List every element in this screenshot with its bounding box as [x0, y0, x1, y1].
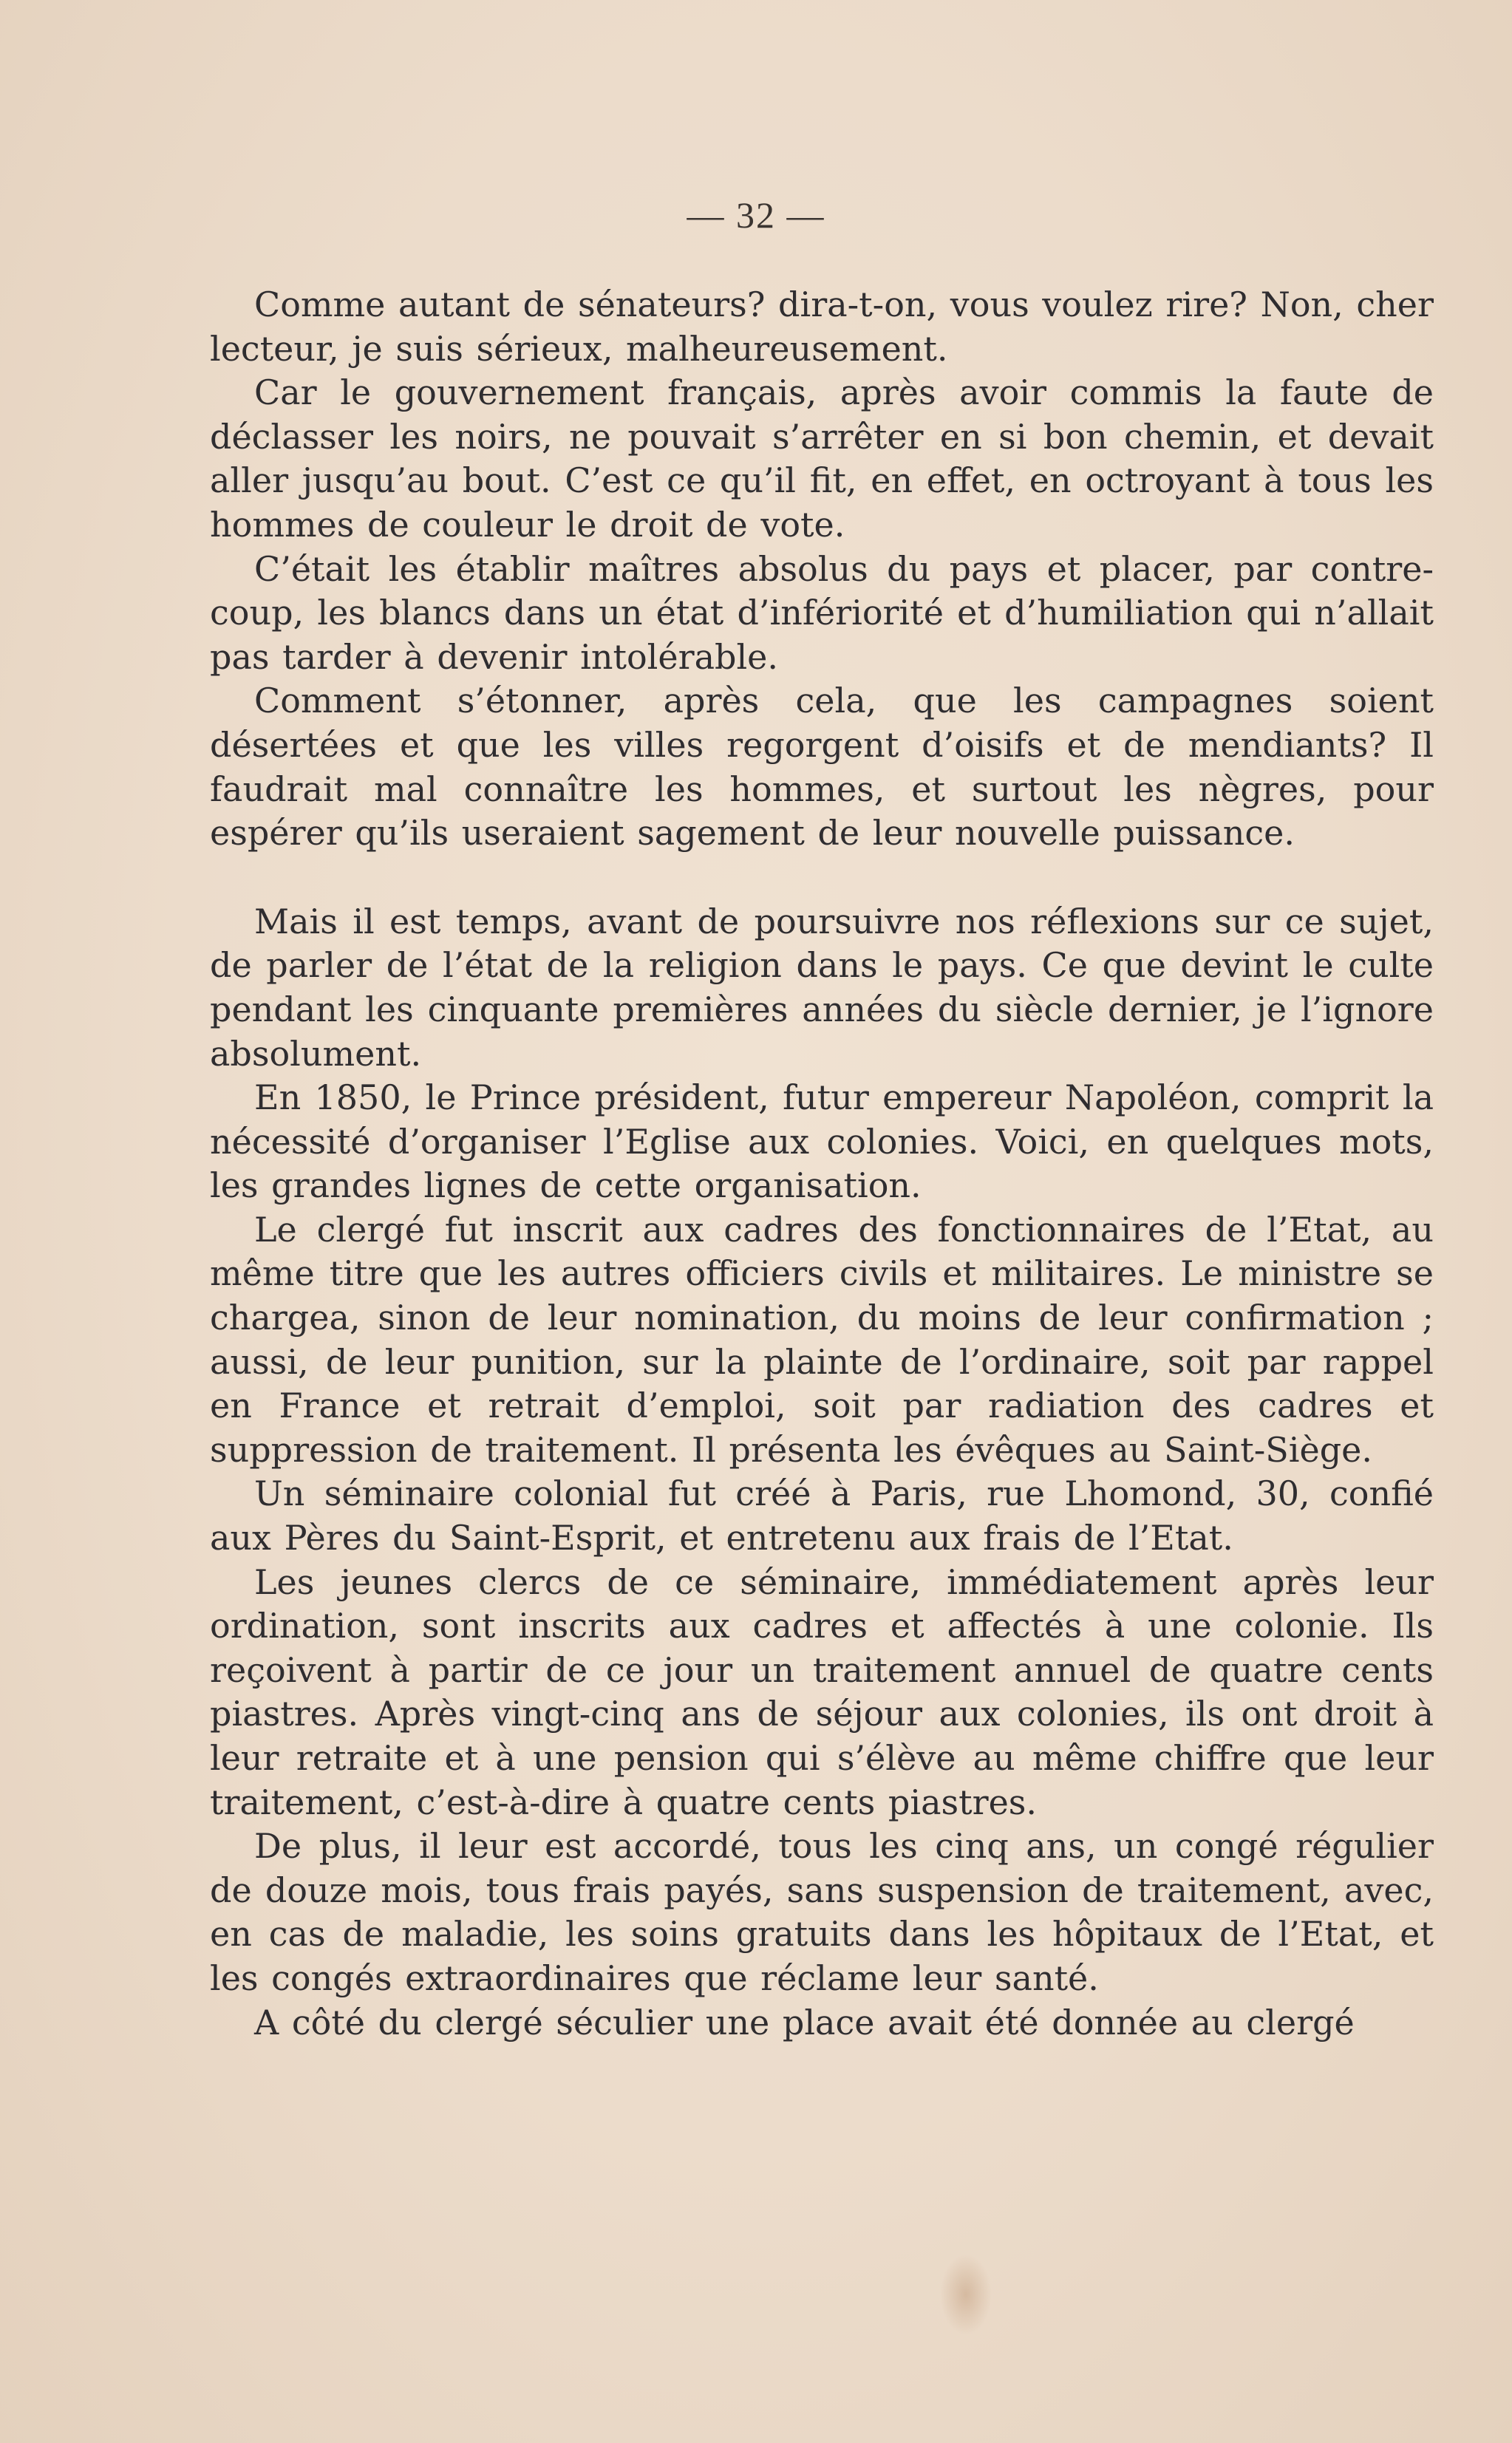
paragraph: De plus, il leur est accordé, tous les cinq ans, un congé régulier de douze mois, tous frais payés, sans suspension de traitement, avec, en cas de maladie, les soins gratuits dans les hôpitaux de l’Etat, et les congés extraordinaires que réclame leur santé.	[210, 1826, 1434, 1998]
paper-stain	[940, 2254, 992, 2335]
paragraph: Comment s’étonner, après cela, que les campagnes soient désertées et que les villes regorgent d’oisifs et de mendiants? Il faudrait mal connaître les hommes, et surtout les nègres, pour espérer qu’ils useraient sagement de leur nouvelle puissance.	[210, 681, 1434, 853]
paragraph: En 1850, le Prince président, futur empereur Napoléon, comprit la nécessité d’organiser l’Eglise aux colonies. Voici, en quelques mots, les grandes lignes de cette organisation.	[210, 1077, 1434, 1206]
body-text	[210, 283, 1434, 2045]
paragraph: A côté du clergé séculier une place avait été donnée au clergé	[254, 2002, 1355, 2042]
paragraph: Comme autant de sénateurs? dira-t-on, vous voulez rire? Non, cher lecteur, je suis sérieux, malheureusement.	[210, 284, 1434, 369]
paragraph: Les jeunes clercs de ce séminaire, immédiatement après leur ordination, sont inscrits aux cadres et affectés à une colonie. Ils reçoivent à partir de ce jour un traitement annuel de quatre cents piastres. Après vingt-cinq ans de séjour aux colonies, ils ont droit à leur retraite et à une pension qui s’élève au même chiffre que leur traitement, c’est-à-dire à quatre cents piastres.	[210, 1561, 1434, 1822]
paragraph: Car le gouvernement français, après avoir commis la faute de déclasser les noirs, ne pouvait s’arrêter en si bon chemin, et devait aller jusqu’au bout. C’est ce qu’il fit, en effet, en octroyant à tous les hommes de couleur le droit de vote.	[210, 372, 1434, 545]
paragraph: Un séminaire colonial fut créé à Paris, rue Lhomond, 30, confié aux Pères du Saint-Esprit, et entretenu aux frais de l’Etat.	[210, 1473, 1434, 1558]
paragraph: C’était les établir maîtres absolus du pays et placer, par contre-coup, les blancs dans un état d’infériorité et d’humiliation qui n’allait pas tarder à devenir intolérable.	[210, 548, 1434, 677]
paragraph: Le clergé fut inscrit aux cadres des fonctionnaires de l’Etat, au même titre que les autres officiers civils et militaires. Le ministre se chargea, sinon de leur nomination, du moins de leur confirmation ; aussi, de leur punition, sur la plainte de l’ordinaire, soit par rappel en France et retrait d’emploi, soit par radiation des cadres et suppression de traitement. Il présenta les évêques au Saint-Siège.	[210, 1209, 1434, 1470]
paragraph: Mais il est temps, avant de poursuivre nos réflexions sur ce sujet, de parler de l’état de la religion dans le pays. Ce que devint le culte pendant les cinquante premières années du siècle dernier, je l’ignore absolument.	[210, 901, 1434, 1074]
page-number: — 32 —	[687, 194, 825, 236]
